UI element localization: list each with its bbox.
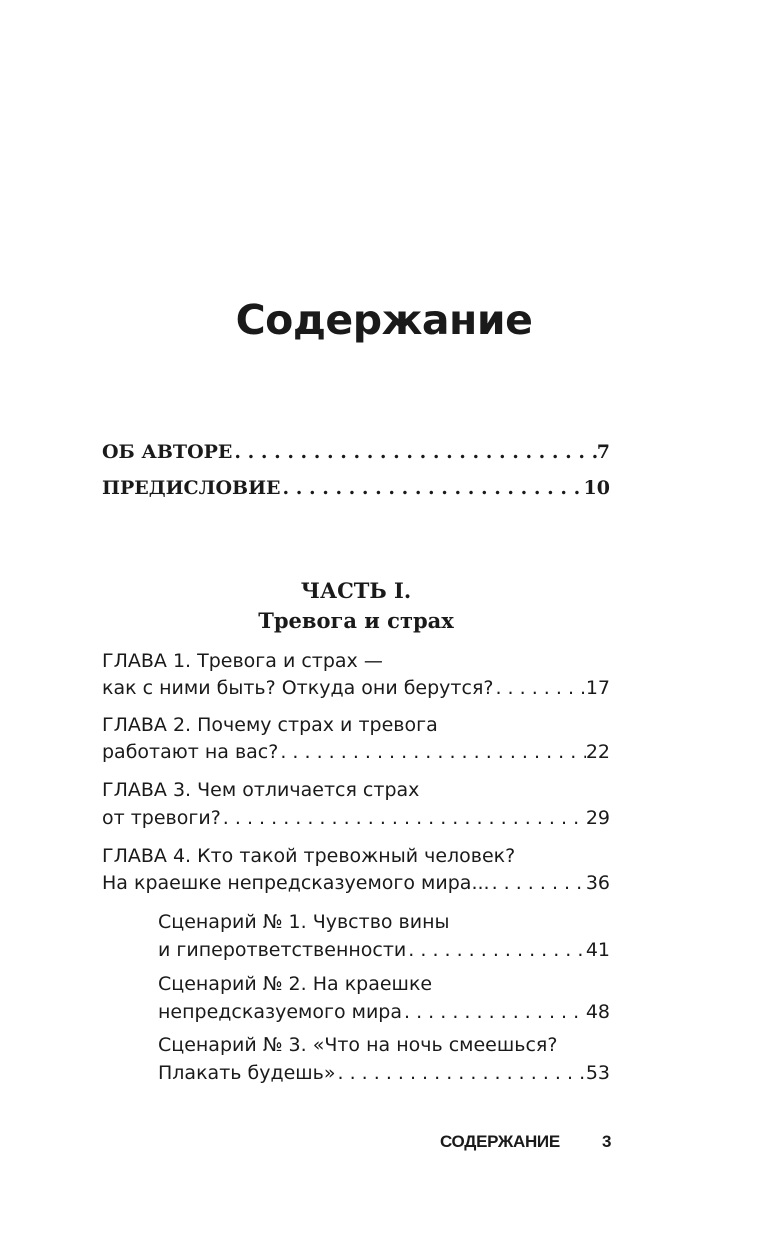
leader-dots — [221, 807, 586, 829]
part-title: Тревога и страх — [258, 608, 454, 633]
toc-entry-page: 7 — [596, 441, 610, 463]
toc-entry-label: ОБ АВТОРЕ — [102, 441, 233, 463]
leader-dots — [278, 741, 585, 763]
running-head: СОДЕРЖАНИЕ — [440, 1132, 560, 1151]
toc-entry-chapter-3[interactable] — [102, 807, 610, 829]
toc-entry-label: и гиперответственности — [158, 939, 407, 961]
leader-dots — [232, 441, 596, 463]
toc-entry-chapter-1[interactable] — [102, 677, 610, 699]
page-title: Содержание — [235, 296, 533, 344]
leader-dots — [406, 939, 586, 961]
toc-entry-label: как с ними быть? Откуда они берутся? — [102, 677, 494, 699]
toc-entry-label: от тревоги? — [102, 807, 221, 829]
page-number: 3 — [602, 1132, 612, 1151]
toc-entry-page: 36 — [585, 872, 610, 894]
scenario-1-title-line1: Сценарий № 1. Чувство вины — [158, 911, 450, 933]
toc-entry-scenario-1[interactable] — [158, 939, 610, 961]
chapter-3-title-line1: ГЛАВА 3. Чем отличается страх — [102, 779, 420, 801]
chapter-4-title-line1: ГЛАВА 4. Кто такой тревожный человек? — [102, 845, 516, 867]
toc-entry-label: Плакать будешь» — [158, 1062, 336, 1084]
toc-entry-chapter-4[interactable] — [102, 872, 610, 894]
toc-entry-label: непредсказуемого мира — [158, 1001, 403, 1023]
toc-entry-page: 22 — [585, 741, 610, 763]
toc-entry-scenario-2[interactable] — [158, 1001, 610, 1023]
toc-entry-label: На краешке непредсказуемого мира... — [102, 872, 490, 894]
toc-entry-label: работают на вас? — [102, 741, 279, 763]
part-number: ЧАСТЬ I. — [300, 578, 412, 603]
toc-entry-about-author[interactable] — [102, 441, 610, 463]
toc-entry-page: 29 — [585, 807, 610, 829]
chapter-2-title-line1: ГЛАВА 2. Почему страх и тревога — [102, 714, 438, 736]
toc-entry-preface[interactable] — [102, 477, 610, 499]
toc-entry-page: 10 — [583, 477, 610, 499]
leader-dots — [490, 872, 586, 894]
scenario-2-title-line1: Сценарий № 2. На краешке — [158, 973, 433, 995]
toc-entry-chapter-2[interactable] — [102, 741, 610, 763]
leader-dots — [493, 677, 585, 699]
toc-entry-page: 48 — [585, 1001, 610, 1023]
leader-dots — [336, 1062, 586, 1084]
toc-entry-page: 41 — [585, 939, 610, 961]
leader-dots — [402, 1001, 586, 1023]
chapter-1-title-line1: ГЛАВА 1. Тревога и страх — — [102, 650, 383, 672]
toc-entry-label: ПРЕДИСЛОВИЕ — [102, 477, 281, 499]
toc-entry-page: 53 — [585, 1062, 610, 1084]
scenario-3-title-line1: Сценарий № 3. «Что на ночь смеешься? — [158, 1034, 558, 1056]
toc-entry-scenario-3[interactable] — [158, 1062, 610, 1084]
toc-entry-page: 17 — [585, 677, 610, 699]
leader-dots — [281, 477, 584, 499]
